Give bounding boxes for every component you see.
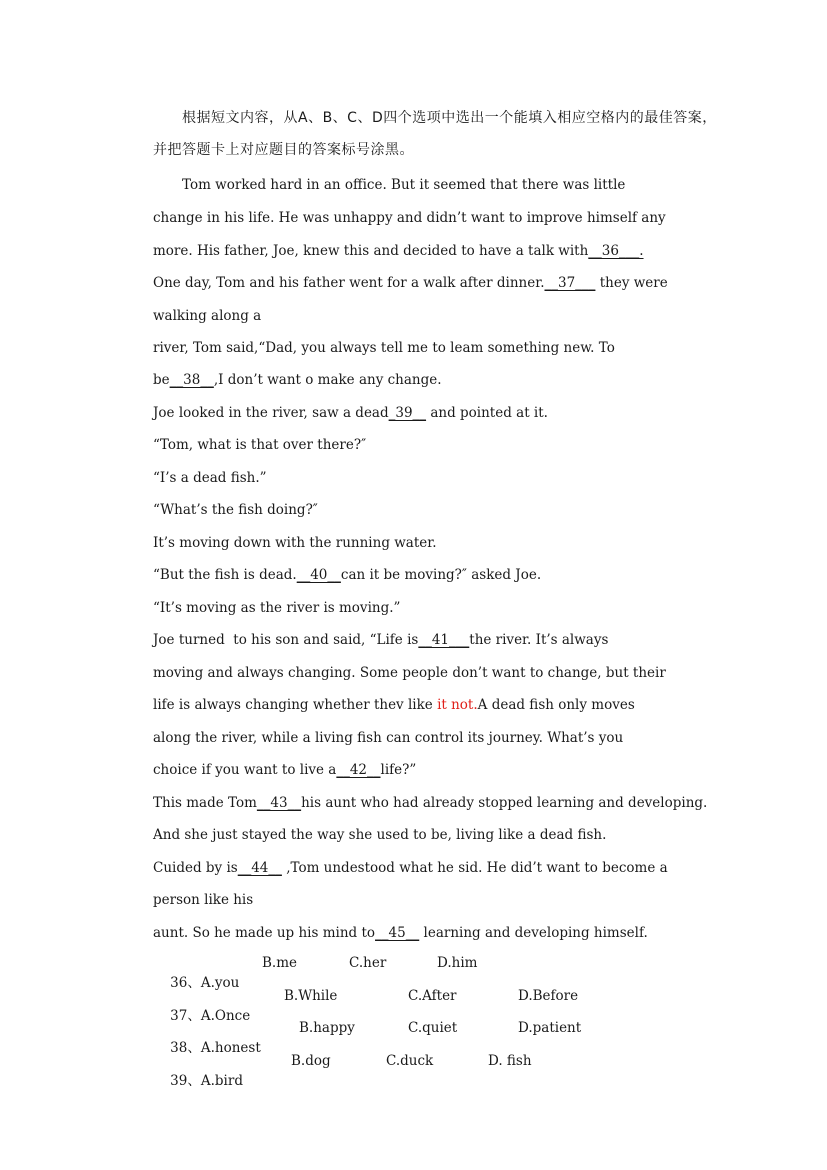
passage-text: be [153,372,170,388]
question-number: 36、 [170,975,201,991]
passage-text: This made Tom [153,795,257,811]
option-c: C.duck [386,1053,434,1069]
blank-41: __41___ [418,632,470,648]
question-39 [153,1051,243,1111]
instruction-line-1: 根据短文内容，从A、B、C、D四个选项中选出一个能填入相应空格内的最佳答案， [182,110,717,126]
passage-line: person like his [153,892,254,908]
passage-line [153,630,608,650]
passage-line: river, Tom said,“Dad, you always tell me to leam something new. To [153,340,615,356]
passage-text: Cuided by is [153,860,238,876]
blank-43: __43__ [256,795,302,811]
passage-line [153,403,548,423]
passage-text: One day, Tom and his father went for a walk after dinner. [153,275,545,291]
passage-text: ,Tom undestood what he sid. He did’t want to become a [281,860,668,876]
passage-line [153,565,541,585]
passage-line [153,793,707,813]
passage-line [153,273,668,293]
passage-line [153,858,668,878]
passage-text: and pointed at it. [426,405,548,421]
passage-line: And she just stayed the way she used to be, living like a dead fish. [153,827,607,843]
passage-text: Joe turned to his son and said, “Life is [153,632,419,648]
passage-text: can it be moving?″ asked Joe. [340,567,542,583]
option-a: A.bird [200,1073,243,1089]
option-c: C.quiet [408,1020,458,1036]
passage-line: “Tom, what is that over there?″ [153,437,367,453]
option-b: B.While [284,988,338,1004]
option-b: B.happy [299,1020,355,1036]
passage-line: “I’s a dead fish.” [153,470,267,486]
option-b: B.me [262,955,298,971]
option-d: D.patient [518,1020,582,1036]
option-d: D.him [437,955,478,971]
blank-39: _39__ [388,405,427,421]
blank-44: __44__ [237,860,282,876]
passage-line: moving and always changing. Some people don’t want to change, but their [153,665,666,681]
passage-line: along the river, while a living fish can control its journey. What’s you [153,730,624,746]
option-d: D. fish [488,1053,532,1069]
option-d: D.Before [518,988,579,1004]
blank-40: __40__ [296,567,341,583]
instruction-line-2: 并把答题卡上对应题目的答案标号涂黑。 [153,142,414,158]
passage-line [153,370,442,390]
question-number: 37、 [170,1008,201,1024]
passage-text: more. His father, Joe, knew this and decided to have a talk with [153,243,589,259]
blank-38: __38__ [169,372,214,388]
option-c: C.her [349,955,387,971]
highlighted-text: it not. [437,697,478,713]
passage-line: “It’s moving as the river is moving.” [153,600,401,616]
passage-text: “But the fish is dead. [153,567,297,583]
passage-line: walking along a [153,308,262,324]
blank-45: __45__ [375,925,420,941]
passage-text: the river. It’s always [469,632,609,648]
passage-text: Joe looked in the river, saw a dead [153,405,389,421]
passage-text: they were [595,275,668,291]
passage-line: “What’s the fish doing?″ [153,502,318,518]
passage-line: change in his life. He was unhappy and didn’t want to improve himself any [153,210,666,226]
passage-text: learning and developing himself. [419,925,648,941]
passage-text: his aunt who had already stopped learning and developing. [301,795,708,811]
option-a: A.Once [200,1008,251,1024]
option-b: B.dog [291,1053,331,1069]
passage-text: aunt. So he made up his mind to [153,925,376,941]
passage-line [153,760,416,780]
option-a: A.honest [200,1040,261,1056]
question-number: 38、 [170,1040,201,1056]
passage-text: A dead fish only moves [477,697,635,713]
passage-line: Tom worked hard in an office. But it seemed that there was little [182,177,626,193]
blank-42: __42__ [336,762,381,778]
passage-line [153,695,635,715]
blank-37: __37___ [544,275,596,291]
blank-36: __36___. [588,243,644,259]
option-c: C.After [408,988,457,1004]
passage-text: life?” [380,762,417,778]
passage-line [153,241,644,261]
option-a: A.you [200,975,240,991]
passage-line: It’s moving down with the running water. [153,535,437,551]
passage-text: choice if you want to live a [153,762,337,778]
question-number: 39、 [170,1073,201,1089]
passage-text: ,I don’t want o make any change. [213,372,442,388]
passage-text: life is always changing whether thev like [153,697,438,713]
passage-line [153,923,648,943]
